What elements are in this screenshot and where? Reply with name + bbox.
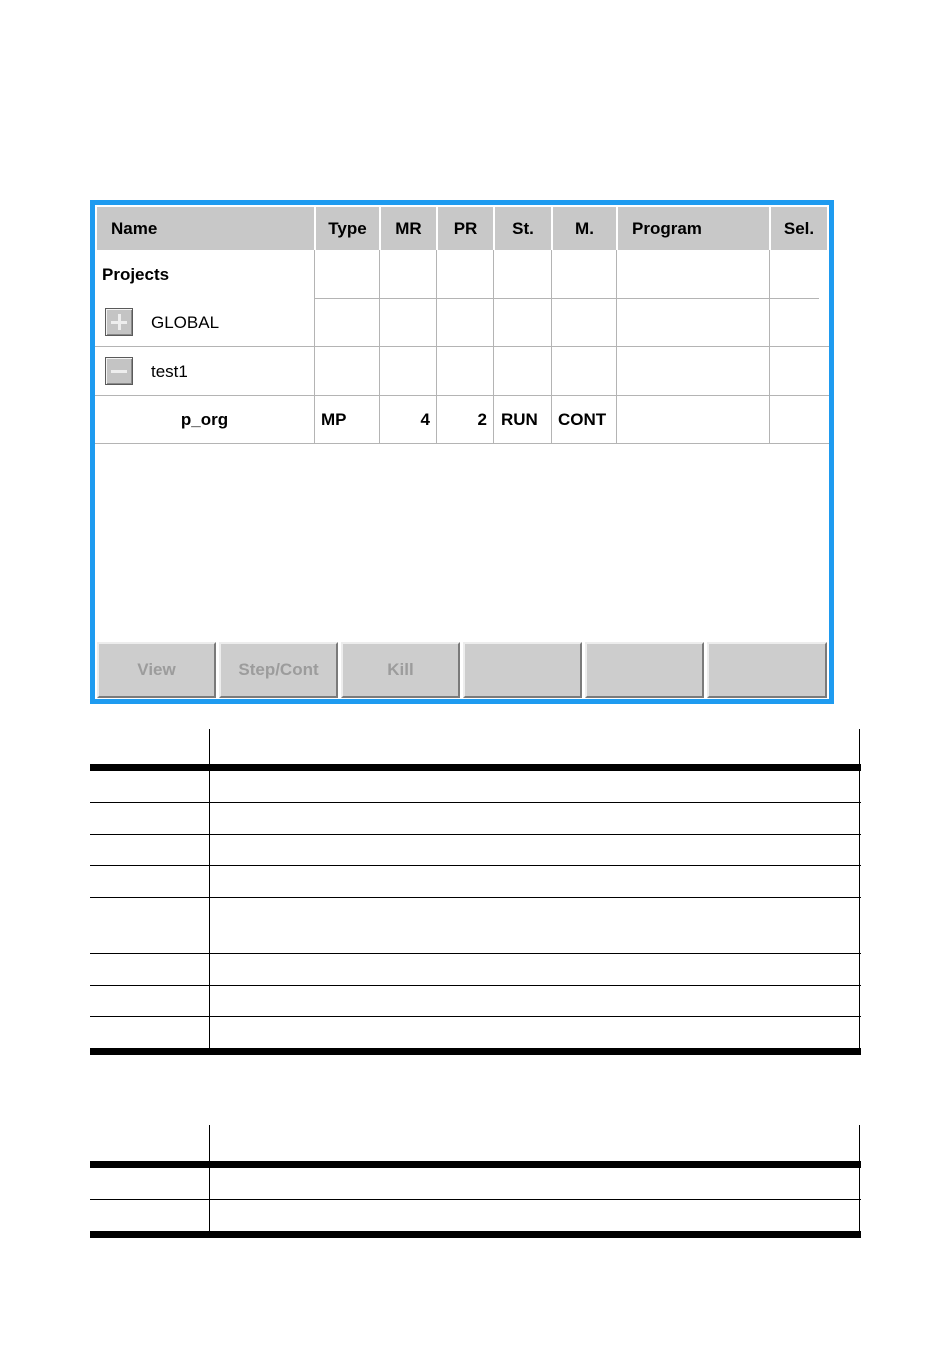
table-divider — [859, 1125, 860, 1238]
column-header-label: M. — [575, 218, 594, 238]
column-header-name — [97, 207, 314, 250]
softkey-5[interactable] — [585, 642, 704, 698]
column-header-mr — [381, 207, 436, 250]
process-mode: CONT — [558, 410, 607, 429]
column-header-mode — [553, 207, 616, 250]
table-row-line — [90, 802, 861, 803]
projects-label: Projects — [102, 265, 170, 284]
column-header-status — [495, 207, 551, 250]
process-pr: 2 — [477, 410, 487, 429]
column-header-label: Name — [111, 218, 158, 238]
table-header-rule — [90, 1161, 861, 1168]
step-cont-button[interactable]: Step/Cont — [219, 642, 338, 698]
grid-line — [314, 298, 819, 299]
column-header-label: PR — [453, 218, 478, 238]
collapse-icon[interactable] — [105, 357, 133, 385]
column-header-sel — [771, 207, 827, 250]
process-list-window — [90, 200, 834, 704]
table-row-line — [90, 1016, 861, 1017]
column-header-label: St. — [512, 218, 534, 238]
column-header-program — [618, 207, 769, 250]
column-header-label: Program — [632, 218, 702, 238]
table-row-line — [90, 865, 861, 866]
softkey-4[interactable] — [463, 642, 582, 698]
kill-button[interactable]: Kill — [341, 642, 460, 698]
table-bottom-rule — [90, 1048, 861, 1055]
table-row-line — [90, 897, 861, 898]
process-mr: 4 — [420, 410, 430, 429]
column-header-label: Sel. — [783, 218, 815, 238]
tree-item-global[interactable]: GLOBAL — [151, 313, 220, 332]
table-divider — [209, 729, 210, 1055]
grid-line — [95, 346, 829, 347]
table-header-rule — [90, 764, 861, 771]
view-button[interactable]: View — [97, 642, 216, 698]
table-divider — [209, 1125, 210, 1238]
expand-icon[interactable] — [105, 308, 133, 336]
table-row-line — [90, 834, 861, 835]
tree-item-test1[interactable]: test1 — [151, 362, 188, 381]
process-type: MP — [321, 410, 347, 429]
table-row-line — [90, 985, 861, 986]
process-name: p_org — [180, 410, 229, 429]
grid-line — [95, 443, 829, 444]
table-row-line — [90, 953, 861, 954]
column-header-label: Type — [328, 218, 367, 238]
softkey-6[interactable] — [707, 642, 827, 698]
table-bottom-rule — [90, 1231, 861, 1238]
column-header-type — [316, 207, 379, 250]
process-status: RUN — [501, 410, 538, 429]
table-divider — [859, 729, 860, 1055]
column-header-label: MR — [395, 218, 422, 238]
table-row-line — [90, 1199, 861, 1200]
column-header-pr — [438, 207, 493, 250]
grid-line — [95, 395, 829, 396]
